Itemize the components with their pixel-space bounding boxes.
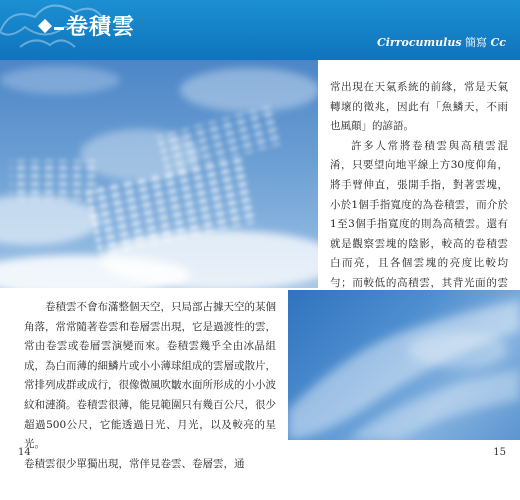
paragraph: 卷積雲很少單獨出現，常伴見卷雲、卷層雲，通: [24, 457, 245, 470]
right-column-text: [330, 78, 508, 313]
diamond-bullet-icon: [38, 19, 52, 33]
latin-name: Cirrocumulus: [376, 36, 462, 49]
abbr: Cc: [490, 36, 506, 49]
cirrocumulus-closeup-photo: [288, 290, 520, 440]
paragraph: 常出現在天氣系統的前緣，常是天氣轉壞的徵兆，因此有「魚鱗天，不雨也風顛」的諺語。: [330, 81, 508, 133]
page-number-right: 15: [493, 447, 506, 458]
page-title: 卷積雲: [40, 10, 135, 41]
page-number-left: 14: [18, 447, 31, 458]
paragraph: 卷積雲不會布滿整個天空，只局部占據天空的某個角落，常常隨著卷雲和卷層雲出現，它是過渡性的雲，常由卷雲或卷層雲演變而來。卷積雲幾乎全由冰晶組成，為白而薄的細鱗片或小小薄球組成的雲層或散片，常排列成群或成行，很像微風吹皺水面所形成的小小波紋和漣漪。卷積雲很薄，能見範圍只有幾百公尺，很少超過500公尺，它能透過日光、月光，以及較亮的星光。: [24, 301, 276, 451]
cirrocumulus-sky-photo: [0, 60, 318, 288]
cloud-name-subtitle: [377, 34, 506, 50]
abbr-label: 簡寫: [465, 36, 488, 49]
paragraph: 許多人常將卷積雲與高積雲混淆，只要望向地平線上方30度仰角，將手臂伸直，張開手指，對著雲塊，小於1個手指寬度的為卷積雲，而介於1至3個手指寬度的則為高積雲。還有就是觀察雲塊的陰影，較高的卷積雲白而亮，且各個雲塊的亮度比較均勻；而較低的高積雲，其背光面的雲: [330, 139, 508, 289]
chapter-banner: [0, 0, 520, 60]
left-column-text: [24, 298, 276, 474]
